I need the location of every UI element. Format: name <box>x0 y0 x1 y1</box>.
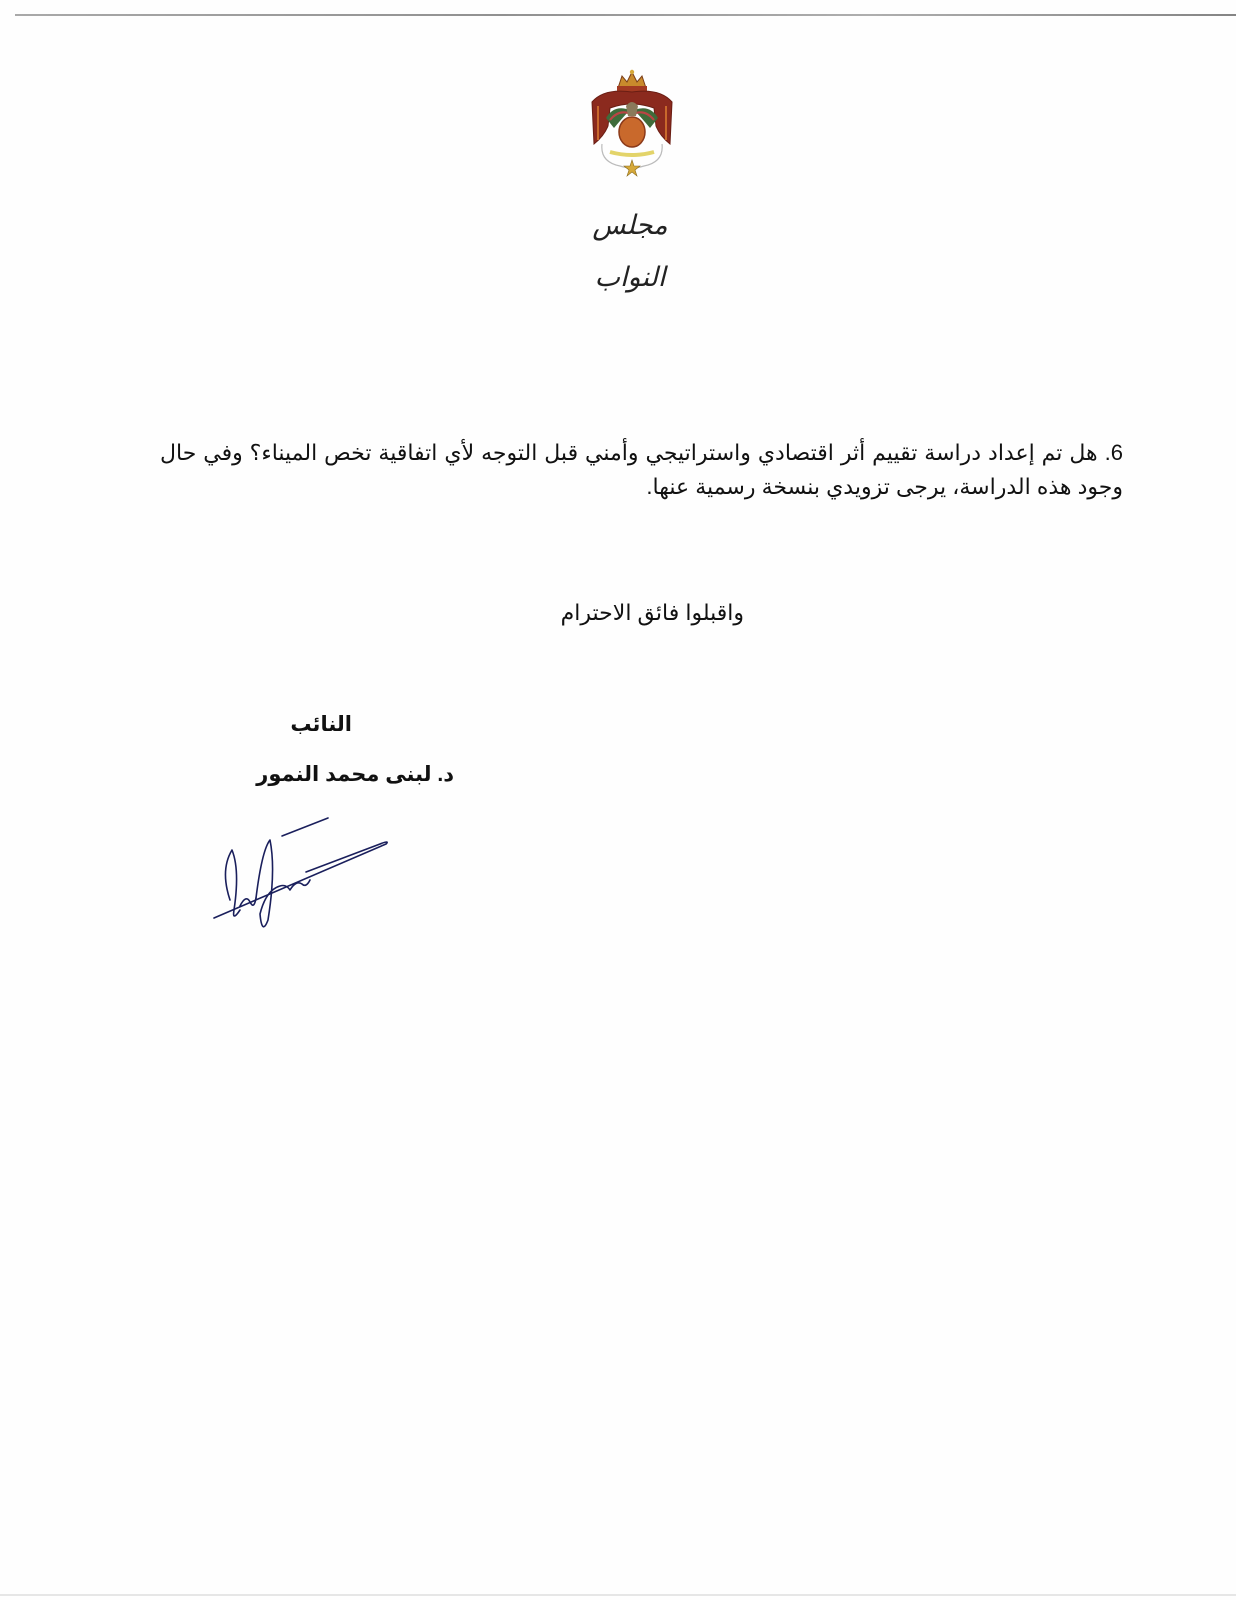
question-number: 6. <box>1104 440 1123 465</box>
handwritten-signature-icon <box>210 810 400 940</box>
signatory-title: النائب <box>290 713 352 736</box>
signatory-name: د. لبنى محمد النمور <box>256 763 454 786</box>
closing-salutation: واقبلوا فائق الاحترام <box>560 600 744 625</box>
question-text: هل تم إعداد دراسة تقييم أثر اقتصادي واستراتيجي وأمني قبل التوجه لأي اتفاقية تخص الميناء؟ وفي حال وجود هذه الدراسة، يرجى تزويدي بنسخة رسمية عنها. <box>160 440 1123 499</box>
bottom-edge <box>0 1594 1236 1596</box>
question-paragraph <box>160 436 1123 504</box>
institution-name: مجلس النواب <box>592 210 668 293</box>
jordan-coat-of-arms-icon <box>584 66 680 184</box>
top-border-rule <box>15 14 1236 16</box>
